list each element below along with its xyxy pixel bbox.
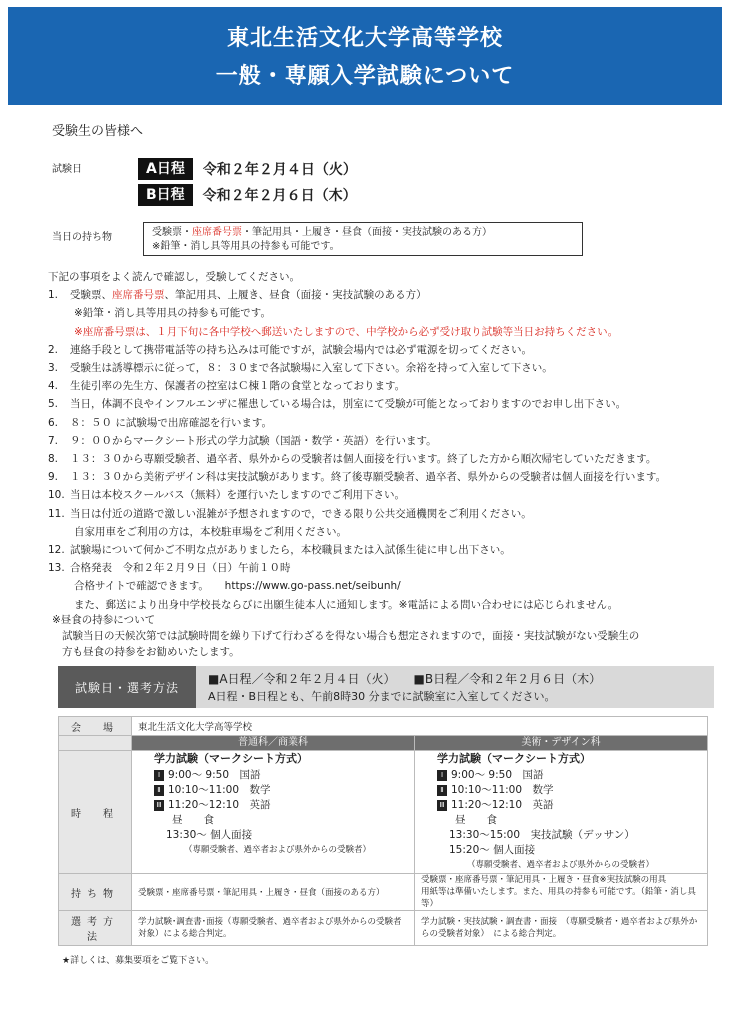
bring-row [59,874,708,911]
note-2: 2. 連絡手段として携帯電話等の持ち込みは可能ですが，試験会場内では必ず電源を切ってください。 [48,343,532,356]
schedule-head: 時 程 [59,751,132,874]
method-head: 選考方法 [59,911,132,946]
bring-box [143,222,583,256]
venue-head: 会 場 [59,717,132,736]
greeting: 受験生の皆様へ [52,124,144,139]
schedule-general: 学力試験（マークシート方式） Ⅰ 9:00～ 9:50 国語 Ⅱ 10:10～11:00 数学 Ⅲ 11:20～12:10 英語 昼 食 13:30～ 個人面接 （専願受験者、過卒者および県外からの受験者） [132,751,415,874]
bring-seat-ticket: 座席番号票 [192,227,242,238]
col-general: 普通科／商業科 [132,736,415,751]
bring-art: 受験票・座席番号票・筆記用具・上履き・昼食※実技試験の用具 用紙等は準備いたします。また、用具の持参も可能です。（鉛筆・消し具等） [415,874,708,911]
date-b-row [138,184,357,206]
note-8: 8. １３：３０から専願受験者、過卒者、県外からの受験者は個人面接を行います。終了した方から順次帰宅していただきます。 [48,453,657,466]
footnote: ★詳しくは、募集要項をご覧下さい。 [62,956,215,966]
note-13-sub2: また、郵送により出身中学校長ならびに出願生徒本人に通知します。※電話による問い合わせには応じられません。 [74,598,619,611]
lunch-note [52,612,722,660]
bring-label: 当日の持ち物 [52,232,112,243]
note-5: 5. 当日，体調不良やインフルエンザに罹患している場合は，別室にて受験が可能となっておりますのでお申し出下さい。 [48,398,627,411]
note-9: 9. １３：３０から美術デザイン科は実技試験があります。終了後専願受験者、過卒者、県外からの受験者は個人面接を行います。 [48,471,667,484]
method-general: 学力試験･調査書･面接（専願受験者、過卒者および県外からの受験者対象）による総合判定。 [132,911,415,946]
note-4: 4. 生徒引率の先生方、保護者の控室はＣ棟１階の食堂となっております。 [48,380,406,393]
exam-date-label: 試験日 [52,164,82,175]
note-12: 12. 試験場について何かご不明な点がありましたら，本校職員または入試係生徒に申し出下さい。 [48,544,511,557]
notes-list [48,268,718,614]
exam-info-table [58,716,708,946]
note-1-sub2: ※座席番号票は、１月下旬に各中学校へ郵送いたしますので、中学校から必ず受け取り試験等当日お持ちください。 [74,325,619,338]
date-b-text: 令和２年２月６日（木） [202,188,357,204]
note-11-sub: 自家用車をご利用の方は，本校駐車場をご利用ください。 [74,525,347,538]
notes-intro: 下記の事項をよく読んで確認し，受験してください。 [48,271,300,283]
note-11: 11. 当日は付近の道路で激しい混雑が予想されますので，できる限り公共交通機関をご利用ください。 [48,507,532,520]
note-6: 6. ８：５０ に試験場で出席確認を行います。 [48,416,272,429]
method-row [59,911,708,946]
note-3: 3. 受験生は誘導標示に従って，８：３０まで各試験場に入室して下さい。余裕を持って入室して下さい。 [48,362,553,375]
note-13: 13. 合格発表 令和２年２月９日（日）午前１０時 [48,562,291,575]
bring-note: ※鉛筆・消し具等用具の持参も可能です。 [152,241,340,252]
note-13-sub1: 合格サイトで確認できます。 https://www.go-pass.net/seibunh/ [74,580,401,593]
lunch-body-1: 試験当日の天候次第では試験時間を繰り下げて行わざるを得ない場合も想定されますので，面接・実技試験がない受験生の [62,630,640,642]
band-dates: ■A日程／令和２年２月４日（火） ■B日程／令和２年２月６日（木） [208,672,602,686]
note-10: 10. 当日は本校スクールバス（無料）を運行いたしますのでご利用下さい。 [48,489,406,502]
note-1-sub1: ※鉛筆・消し具等用具の持参も可能です。 [74,307,271,320]
venue-row [59,717,708,736]
selection-band [58,666,714,708]
bring-text-b: ・筆記用具・上履き・昼食（面接・実技試験のある方） [242,227,492,238]
venue-value: 東北生活文化大学高等学校 [132,717,708,736]
schedule-art: 学力試験（マークシート方式） Ⅰ 9:00～ 9:50 国語 Ⅱ 10:10～11:00 数学 Ⅲ 11:20～12:10 英語 昼 食 13:30～15:00 実技試験（デッサン） 15:20～ 個人面接 （専願受験者、過卒者および県外からの受験者） [415,751,708,874]
date-a-text: 令和２年２月４日（火） [202,162,357,178]
school-title: 東北生活文化大学高等学校 [226,26,503,51]
bring-head: 持ち物 [59,874,132,911]
bring-general: 受験票・座席番号票・筆記用具・上履き・昼食（面接のある方） [132,874,415,911]
note-1: 1. 受験票、座席番号票、筆記用具、上履き、昼食（面接・実技試験のある方） [48,289,427,302]
method-art: 学力試験・実技試験・調査書・面接 （専願受験者・過卒者および県外からの受験者対象） による総合判定。 [415,911,708,946]
page-title: 一般・専願入学試験について [215,64,515,89]
date-a-row [138,158,357,180]
course-header-row [59,736,708,751]
bring-text-a: 受験票・ [152,227,192,238]
note-7: 7. ９：００からマークシート形式の学力試験（国語・数学・英語）を行います。 [48,434,437,447]
schedule-row [59,751,708,874]
lunch-title: ※昼食の持参について [52,614,156,626]
band-label: 試験日・選考方法 [58,666,196,708]
page-header [8,7,722,105]
col-art: 美術・デザイン科 [415,736,708,751]
band-entry-note: A日程・B日程とも、午前8時30 分までに試験室に入室してください。 [208,690,556,703]
date-b-tag: B日程 [138,184,193,206]
lunch-body-2: 方も昼食の持参をお勧めいたします。 [62,646,240,658]
date-a-tag: A日程 [138,158,193,180]
